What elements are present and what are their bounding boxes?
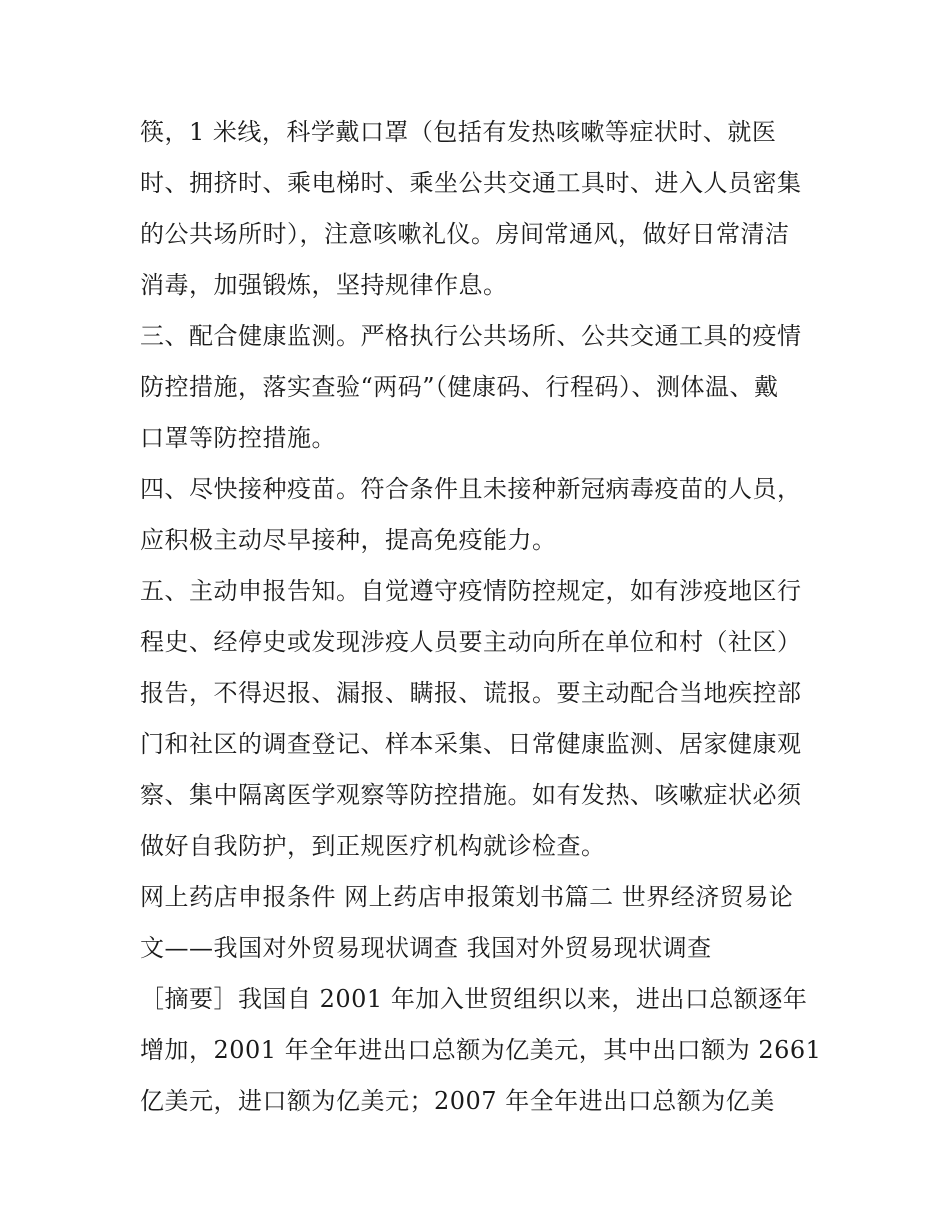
text-line: 报告，不得迟报、漏报、瞒报、谎报。要主动配合当地疾控部 bbox=[140, 679, 802, 707]
text-line: 做好自我防护，到正规医疗机构就诊检查。 bbox=[140, 832, 606, 860]
text-line: 消毒，加强锻炼，坚持规律作息。 bbox=[140, 271, 508, 299]
text-line: 时、拥挤时、乘电梯时、乘坐公共交通工具时、进入人员密集 bbox=[140, 169, 802, 197]
text-line: 应积极主动尽早接种，提高免疫能力。 bbox=[140, 526, 557, 554]
text-line: 筷，1 米线，科学戴口罩（包括有发热咳嗽等症状时、就医 bbox=[140, 118, 777, 146]
text-line: 文——我国对外贸易现状调查 我国对外贸易现状调查 bbox=[140, 934, 712, 962]
text-line: 的公共场所时），注意咳嗽礼仪。房间常通风，做好日常清洁 bbox=[140, 220, 790, 248]
text-line: 四、尽快接种疫苗。符合条件且未接种新冠病毒疫苗的人员， bbox=[140, 475, 802, 503]
text-line: 亿美元，进口额为亿美元；2007 年全年进出口总额为亿美 bbox=[140, 1087, 775, 1115]
text-line: 口罩等防控措施。 bbox=[140, 424, 336, 452]
text-line: 网上药店申报条件 网上药店申报策划书篇二 世界经济贸易论 bbox=[140, 883, 794, 911]
text-line: 门和社区的调查登记、样本采集、日常健康监测、居家健康观 bbox=[140, 730, 802, 758]
text-line: 程史、经停史或发现涉疫人员要主动向所在单位和村（社区） bbox=[140, 628, 802, 656]
text-line: 察、集中隔离医学观察等防控措施。如有发热、咳嗽症状必须 bbox=[140, 781, 802, 809]
text-line: 增加，2001 年全年进出口总额为亿美元，其中出口额为 2661 bbox=[140, 1036, 822, 1064]
document-body bbox=[140, 107, 830, 1127]
text-line: ［摘要］我国自 2001 年加入世贸组织以来，进出口总额逐年 bbox=[140, 985, 808, 1013]
text-line: 三、配合健康监测。严格执行公共场所、公共交通工具的疫情 bbox=[140, 322, 802, 350]
text-line: 防控措施，落实查验“两码”（健康码、行程码）、测体温、戴 bbox=[140, 373, 779, 401]
text-line: 五、主动申报告知。自觉遵守疫情防控规定，如有涉疫地区行 bbox=[140, 577, 802, 605]
